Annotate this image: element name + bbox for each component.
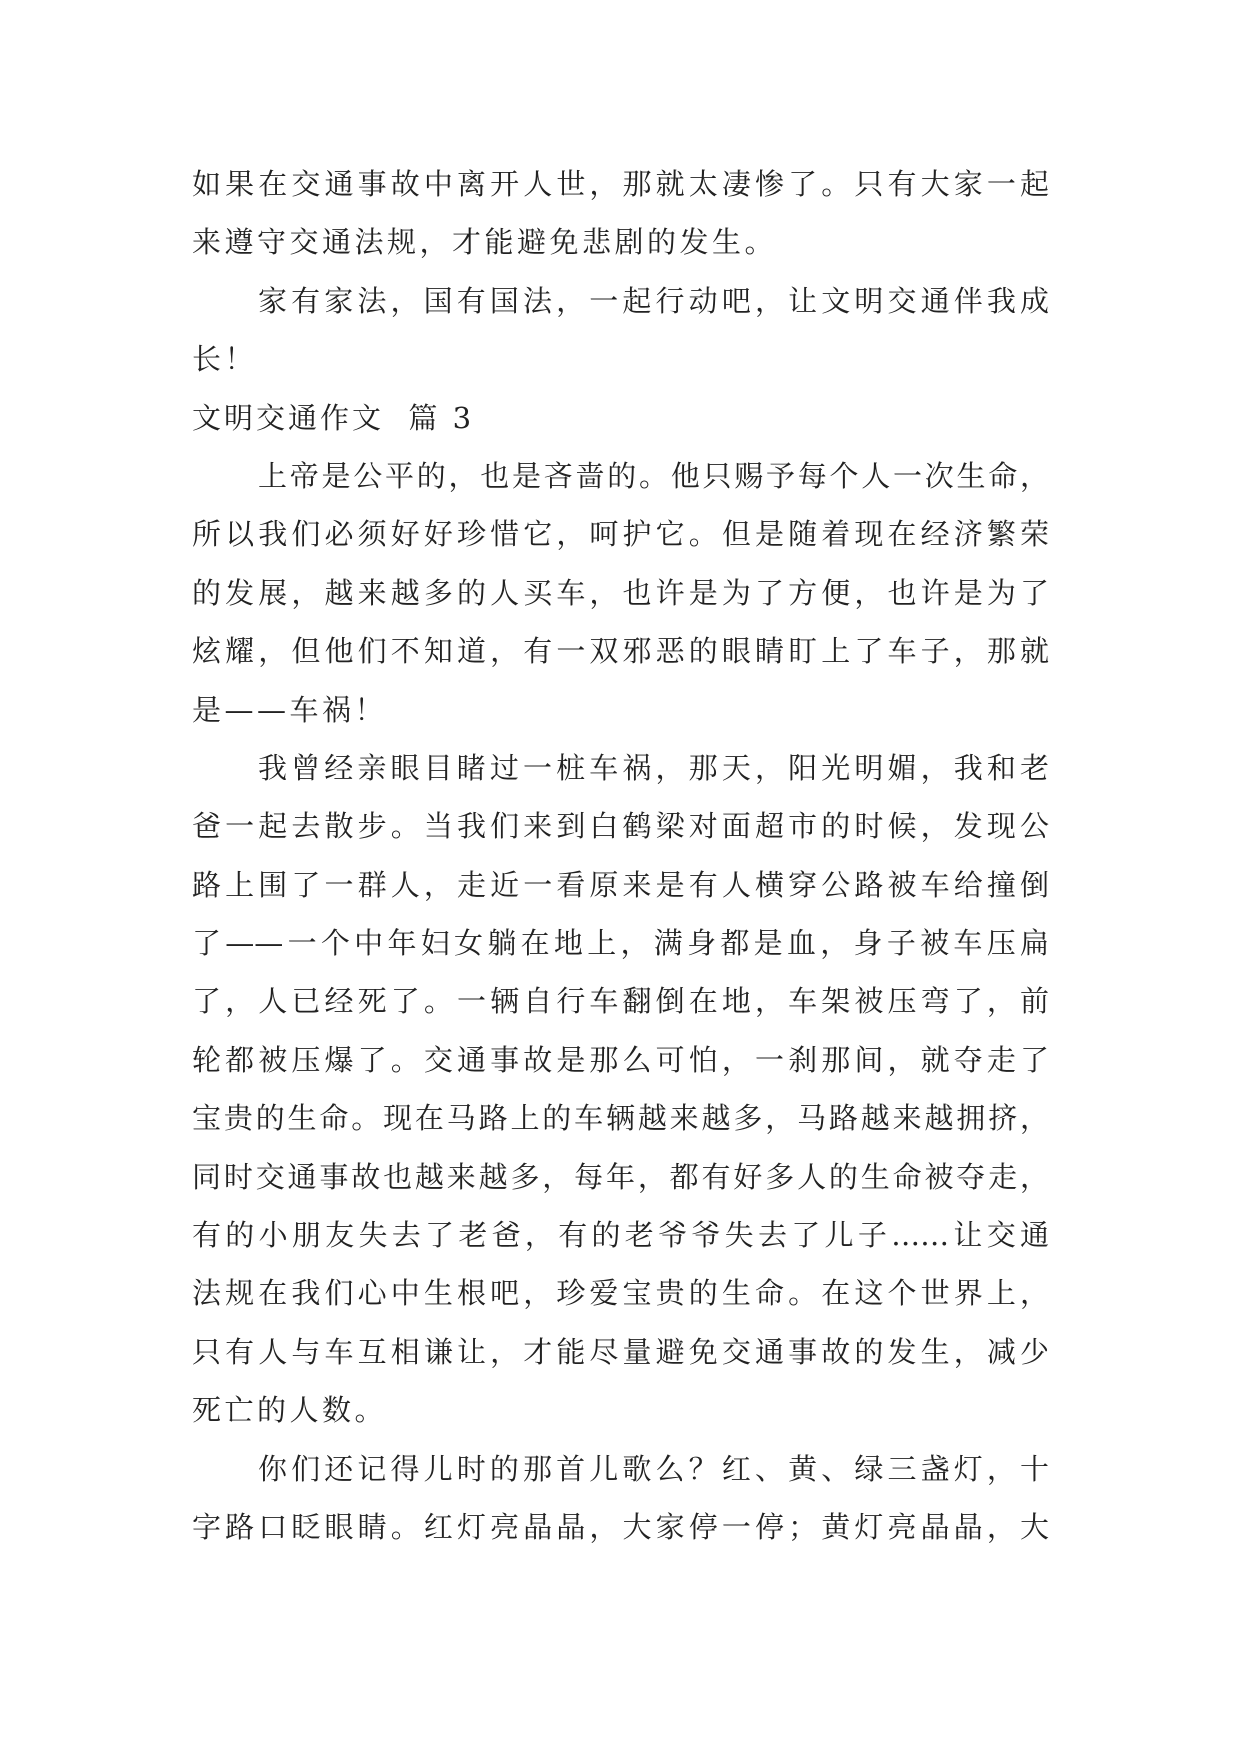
paragraph: [192, 447, 1049, 739]
text-line: 路上围了一群人，走近一看原来是有人横穿公路被车给撞倒: [192, 867, 1049, 902]
text-line: 有的小朋友失去了老爸，有的老爷爷失去了儿子……让交通: [192, 1218, 1049, 1253]
paragraph: [192, 155, 1049, 272]
text-line: 上帝是公平的，也是吝啬的。他只赐予每个人一次生命，: [258, 458, 1049, 493]
text-line: 来遵守交通法规，才能避免悲剧的发生。: [192, 225, 778, 260]
text-line: 了——一个中年妇女躺在地上，满身都是血，身子被车压扁: [192, 926, 1049, 961]
text-line: 你们还记得儿时的那首儿歌么？红、黄、绿三盏灯，十: [258, 1451, 1049, 1486]
paragraph: [192, 1440, 1049, 1557]
text-line: 我曾经亲眼目睹过一桩车祸，那天，阳光明媚，我和老: [258, 750, 1049, 785]
text-line: 是——车祸！: [192, 692, 388, 727]
text-line: 宝贵的生命。现在马路上的车辆越来越多，马路越来越拥挤，: [192, 1101, 1049, 1136]
text-line: 长！: [192, 342, 258, 377]
paragraph: [192, 272, 1049, 389]
text-line: 如果在交通事故中离开人世，那就太凄惨了。只有大家一起: [192, 167, 1049, 201]
heading-text: 文明交通作文 篇 3: [192, 400, 475, 435]
text-line: 的发展，越来越多的人买车，也许是为了方便，也许是为了: [192, 575, 1049, 610]
section-heading: [192, 389, 1049, 447]
paragraph: [192, 739, 1049, 1440]
text-line: 了，人已经死了。一辆自行车翻倒在地，车架被压弯了，前: [192, 984, 1049, 1019]
text-line: 家有家法，国有国法，一起行动吧，让文明交通伴我成: [258, 283, 1049, 318]
text-line: 轮都被压爆了。交通事故是那么可怕，一刹那间，就夺走了: [192, 1042, 1049, 1077]
text-line: 爸一起去散步。当我们来到白鹤梁对面超市的时候，发现公: [192, 809, 1049, 844]
text-line: 法规在我们心中生根吧，珍爱宝贵的生命。在这个世界上，: [192, 1276, 1049, 1311]
text-line: 所以我们必须好好珍惜它，呵护它。但是随着现在经济繁荣: [192, 517, 1049, 552]
text-line: 同时交通事故也越来越多，每年，都有好多人的生命被夺走，: [192, 1159, 1049, 1194]
text-line: 炫耀，但他们不知道，有一双邪恶的眼睛盯上了车子，那就: [192, 634, 1049, 669]
text-line: 字路口眨眼睛。红灯亮晶晶，大家停一停；黄灯亮晶晶，大: [192, 1509, 1049, 1544]
text-line: 只有人与车互相谦让，才能尽量避免交通事故的发生，减少: [192, 1334, 1049, 1369]
text-line: 死亡的人数。: [192, 1393, 388, 1428]
document-body: [192, 155, 1049, 1556]
